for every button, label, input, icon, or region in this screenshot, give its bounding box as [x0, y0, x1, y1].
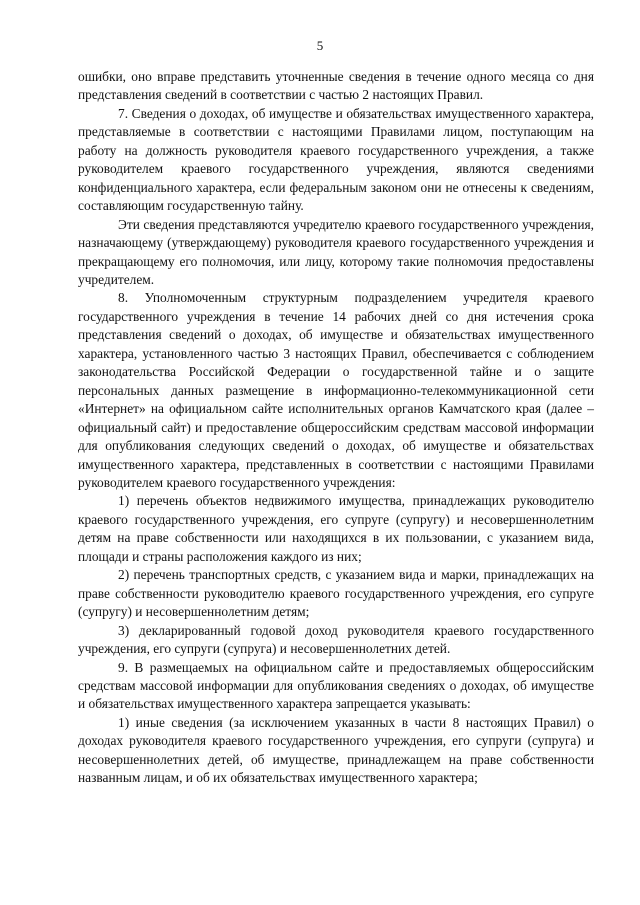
- list-item: 1) иные сведения (за исключением указанных в части 8 настоящих Правил) о доходах руководителя краевого государственного учреждения, его супруги (супруга) и несовершеннолетних детей, об имуществе, принадлежащем на праве собственности названным лицам, и об их обязательствах имущественного характера;: [78, 714, 594, 786]
- paragraph: 7. Сведения о доходах, об имуществе и обязательствах имущественного характера, представляемые в соответствии с настоящими Правилами лицом, поступающим на работу на должность руководителя краевого государственного учреждения, а также руководителем краевого государственного учреждения, являются сведениями конфиденциального характера, если федеральным законом они не отнесены к сведениям, составляющим государственную тайну.: [78, 105, 594, 214]
- list-item: 1) перечень объектов недвижимого имущества, принадлежащих руководителю краевого государственного учреждения, его супруге (супругу) и несовершеннолетним детям на праве собственности или находящихся в их пользовании, с указанием вида, площади и страны расположения каждого из них;: [78, 493, 594, 564]
- document-body: [78, 68, 594, 788]
- paragraph: ошибки, оно вправе представить уточненные сведения в течение одного месяца со дня представления сведений в соответствии с частью 2 настоящих Правил.: [78, 69, 594, 103]
- paragraph: Эти сведения представляются учредителю краевого государственного учреждения, назначающему (утверждающему) руководителя краевого государственного учреждения и прекращающему его полномочия, или лицу, которому такие полномочия предоставлены учредителем.: [78, 216, 594, 287]
- list-item: 2) перечень транспортных средств, с указанием вида и марки, принадлежащих на праве собственности руководителю краевого государственного учреждения, его супруге (супругу) и несовершеннолетним детям;: [78, 567, 594, 620]
- paragraph: 8. Уполномоченным структурным подразделением учредителя краевого государственного учреждения в течение 14 рабочих дней со дня истечения срока представления сведений о доходах, об имуществе и обязательствах имущественного характера, установленного частью 3 настоящих Правил, обеспечивается с соблюдением законодательства Российской Федерации о государственной тайне и о защите персональных данных размещение в информационно-телекоммуникационной сети «Интернет» на официальном сайте исполнительных органов Камчатского края (далее – официальный сайт) и предоставление общероссийским средствам массовой информации для опубликования следующих сведений о доходах, об имуществе и обязательствах имущественного характера, представленных в соответствии с настоящими Правилами руководителем краевого государственного учреждения:: [78, 290, 594, 490]
- list-item: 3) декларированный годовой доход руководителя краевого государственного учреждения, его супруги (супруга) и несовершеннолетних детей.: [78, 622, 594, 657]
- paragraph: 9. В размещаемых на официальном сайте и предоставляемых общероссийским средствам массовой информации для опубликования сведениях о доходах, об имуществе и обязательствах имущественного характера запрещается указывать:: [78, 659, 594, 712]
- page-number: 5: [316, 38, 324, 53]
